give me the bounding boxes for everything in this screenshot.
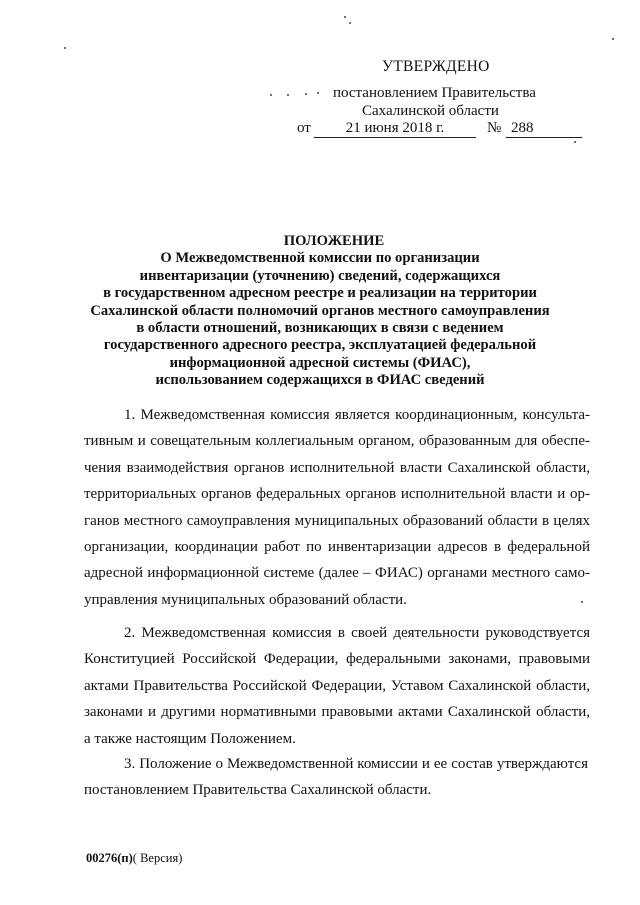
paragraph-line: Конституцией Российской Федерации, федеральными законами, правовыми <box>84 651 590 668</box>
paragraph-line: 2. Межведомственная комиссия в своей деятельности руководствуется <box>124 625 590 641</box>
document-version: ( Версия) <box>132 851 183 865</box>
title-line: инвентаризации (уточнению) сведений, содержащихся <box>139 267 501 284</box>
paragraph-line: адресной информационной системе (далее – ФИАС) органами местного само- <box>84 565 590 582</box>
paragraph-line: постановлением Правительства Сахалинской области. <box>84 782 432 799</box>
paragraph-line: чения взаимодействия органов исполнительной власти Сахалинской области, <box>84 459 590 476</box>
title-line: ПОЛОЖЕНИЕ <box>283 233 385 249</box>
paragraph-1 <box>84 402 590 613</box>
paragraph-line: тивным и совещательным коллегиальным органом, образованным для обеспе- <box>84 433 590 450</box>
number-sign: № <box>487 120 502 136</box>
paragraph-line: территориальных органов федеральных органов исполнительной власти и ор- <box>84 486 590 503</box>
title-line: Сахалинской области полномочий органов местного самоуправления <box>90 302 550 319</box>
title-line: информационной адресной системы (ФИАС), <box>169 354 471 371</box>
scan-speck <box>317 92 319 94</box>
title-line: О Межведомственной комиссии по организации <box>160 250 480 267</box>
paragraph-2 <box>84 620 590 752</box>
title-line: в области отношений, возникающих в связи с ведением <box>136 320 504 337</box>
paragraph-line: актами Правительства Российской Федерации, Уставом Сахалинской области, <box>84 677 590 694</box>
document-code: 00276(п) <box>86 851 133 865</box>
scan-speck <box>349 22 351 24</box>
document-title <box>0 233 640 390</box>
title-line: государственного адресного реестра, эксплуатацией федеральной <box>103 337 537 354</box>
title-line: использованием содержащихся в ФИАС сведений <box>155 372 485 389</box>
paragraph-line: ганов местного самоуправления муниципальных образований области в целях <box>84 512 590 529</box>
paragraph-line: управления муниципальных образований области. <box>84 591 407 608</box>
scan-speck <box>287 94 289 96</box>
decree-number: 288 <box>506 120 582 138</box>
date-prefix: от <box>297 120 311 136</box>
approval-decree-line: постановлением Правительства <box>333 85 536 101</box>
approval-date-row <box>297 120 587 142</box>
paragraph-3 <box>84 751 588 804</box>
scan-speck <box>612 38 614 40</box>
title-line: в государственном адресном реестре и реализации на территории <box>103 285 537 302</box>
scan-speck <box>305 93 307 95</box>
scan-speck <box>270 94 272 96</box>
paragraph-line: 3. Положение о Межведомственной комиссии и ее состав утверждаются <box>124 756 588 772</box>
scan-speck <box>344 16 346 18</box>
scan-speck <box>64 47 66 49</box>
paragraph-line: а также настоящим Положением. <box>84 730 296 747</box>
decree-date: 21 июня 2018 г. <box>314 120 476 138</box>
paragraph-line: 1. Межведомственная комиссия является координационным, консульта- <box>124 407 590 423</box>
paragraph-line: организации, координации работ по инвентаризации адресов в федеральной <box>84 539 590 556</box>
document-footer <box>86 851 182 866</box>
approval-region-line: Сахалинской области <box>362 103 499 119</box>
approved-heading: УТВЕРЖДЕНО <box>382 58 490 75</box>
paragraph-line: законами и другими нормативными правовыми актами Сахалинской области, <box>84 704 590 721</box>
